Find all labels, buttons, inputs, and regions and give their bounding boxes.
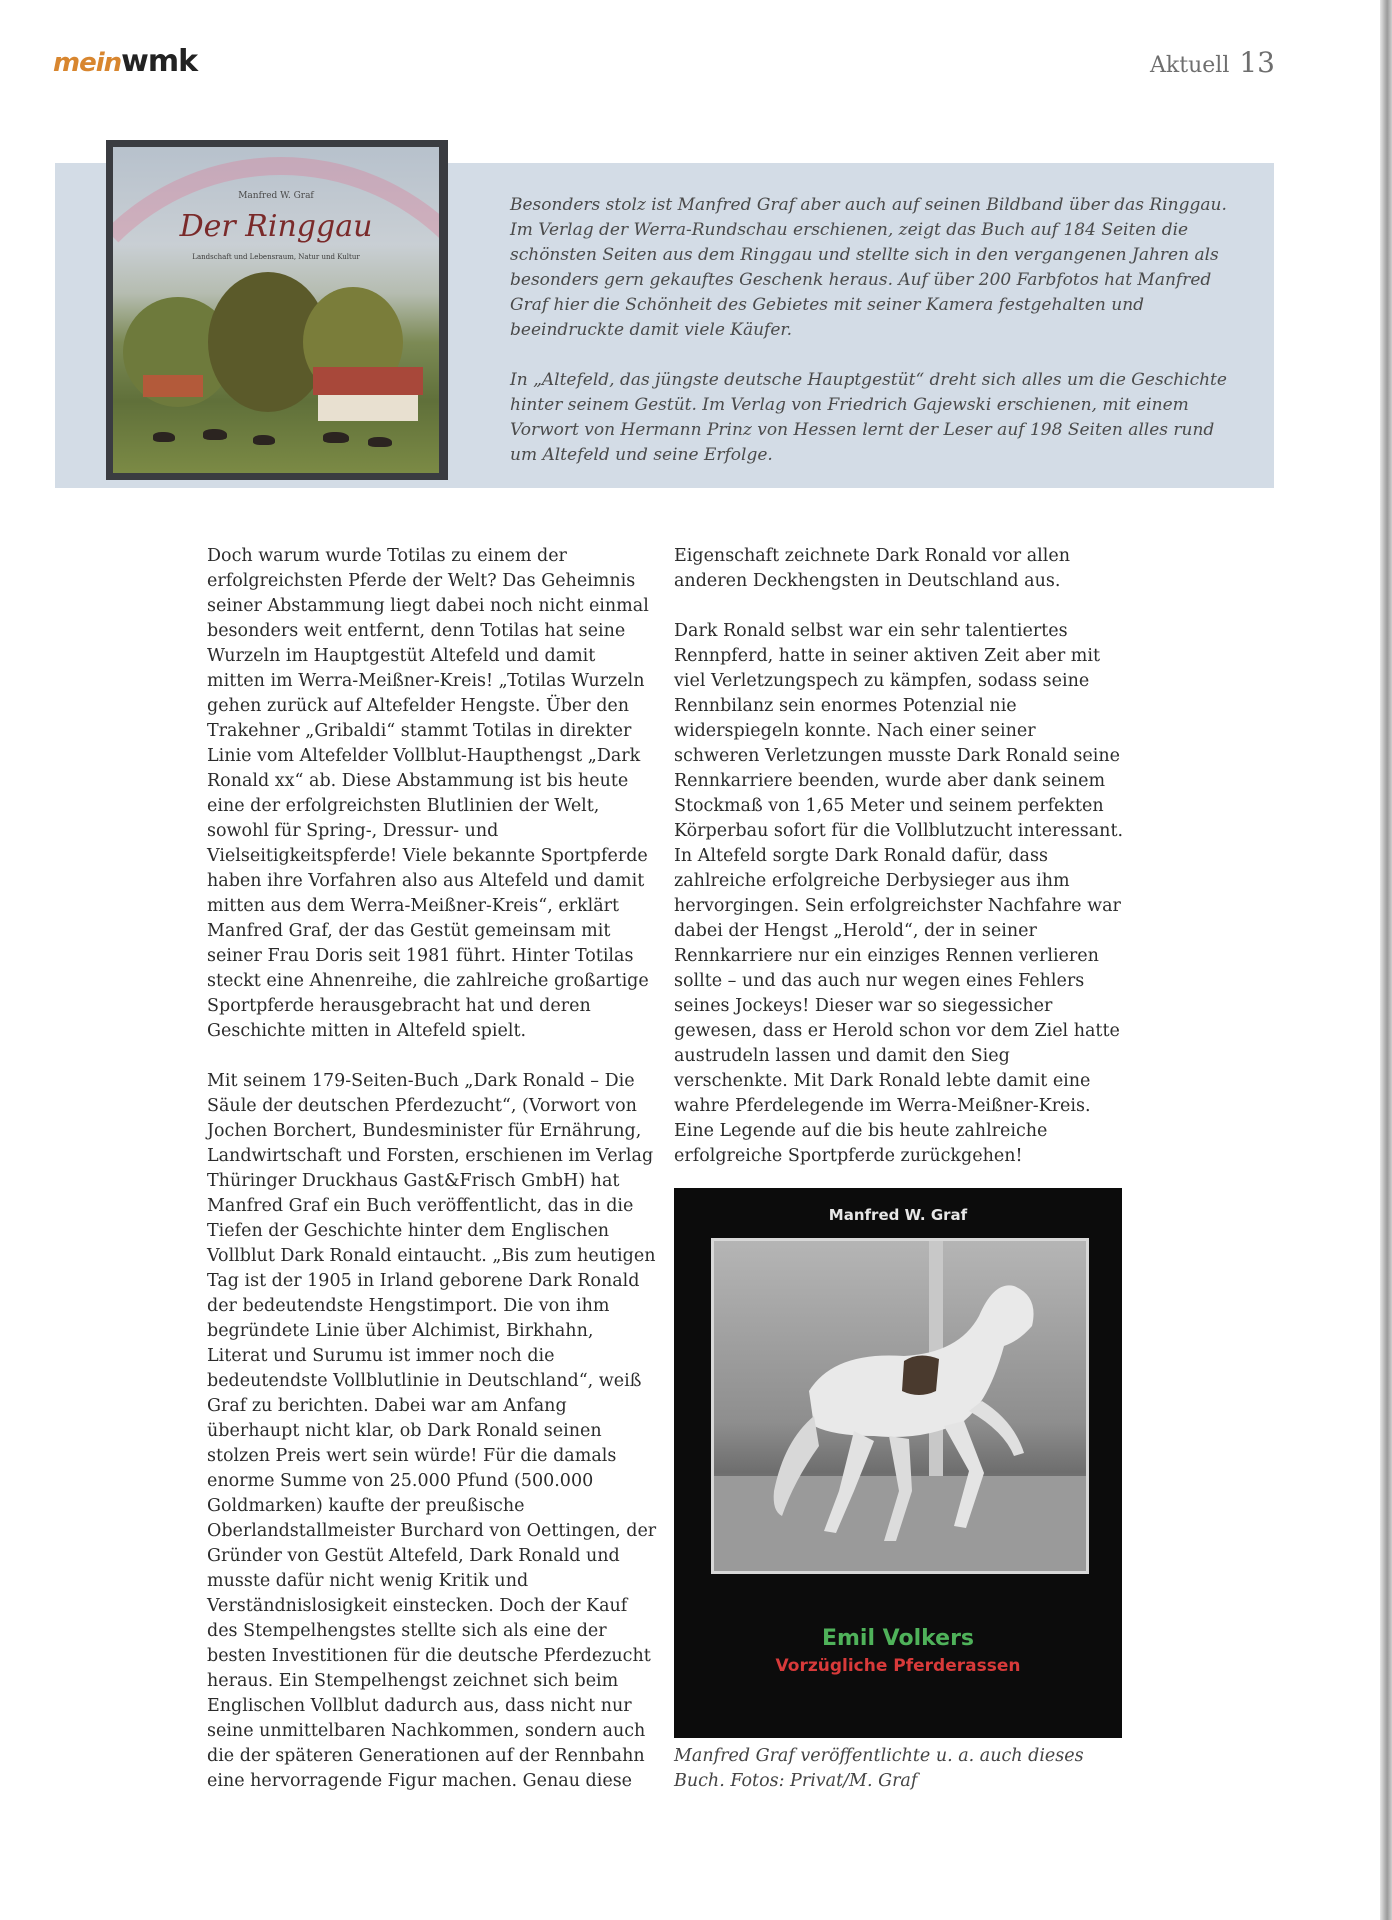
book1-subtitle: Landschaft und Lebensraum, Natur und Kultur xyxy=(192,253,360,261)
page-edge xyxy=(1380,0,1392,1920)
barn-wall xyxy=(318,395,418,421)
info-box-text xyxy=(510,193,1238,493)
article-paragraph: Doch warum wurde Totilas zu einem der erfolgreichsten Pferde der Welt? Das Geheimnis seiner Abstammung liegt dabei noch nicht einmal besonders weit entfernt, denn Totilas hat seine Wurzeln im Hauptgestüt Altefeld und damit mitten im Werra-Meißner-Kreis! „Totilas Wurzeln gehen zurück auf Altefelder Hengste. Über den Trakehner „Gribaldi“ stammt Totilas in direkter Linie vom Altefelder Vollblut-Haupthengst „Dark Ronald xx“ ab. Diese Abstammung ist bis heute eine der erfolgreichsten Blutlinien der Welt, sowohl für Spring-, Dressur- und Vielseitigkeitspferde! Viele bekannte Sportpferde haben ihre Vorfahren also aus Altefeld und damit mitten aus dem Werra-Meißner-Kreis“, erklärt Manfred Graf, der das Gestüt gemeinsam mit seiner Frau Doris seit 1981 führt. Hinter Totilas steckt eine Ahnenreihe, die zahlreiche großartige Sportpferde herausgebracht hat und deren Geschichte mitten in Altefeld spielt. xyxy=(207,546,649,1041)
horse-graphic xyxy=(153,432,175,442)
white-horse-illustration xyxy=(714,1241,1086,1571)
horse-graphic xyxy=(323,432,349,443)
logo-main: wmk xyxy=(121,44,198,79)
article-paragraph: Mit seinem 179-Seiten-Buch „Dark Ronald – Die Säule der deutschen Pferdezucht“, (Vorwort von Jochen Borchert, Bundesminister für Ernährung, Landwirtschaft und Forsten, erschienen im Verlag Thüringer Druckhaus Gast&Frisch GmbH) hat Manfred Graf ein Buch veröffentlicht, das in die Tiefen der Geschichte hinter dem Englischen Vollblut Dark Ronald eintaucht. „Bis zum heutigen Tag ist der 1905 in Irland geborene Dark Ronald der bedeutendste Hengstimport. Die von ihm begründete Linie über Alchimist, Birkhahn, Literat und Surumu ist immer noch die bedeutendste Vollblutlinie in Deutschland“, weiß Graf zu berichten. Dabei war am Anfang überhaupt nicht klar, ob Dark Ronald seinen stolzen Preis wert sein würde! Für die damals enorme Summe von 25.000 Pfund (500.000 Goldmarken) kaufte der preußische Oberlandstallmeister Burchard von Oettingen, der Gründer von Gestüt Altefeld, Dark Ronald und musste dafür nicht wenig Kritik und Verständnislosigkeit einstecken. Doch der Kauf des Stempelhengstes stellte sich als eine der besten Investitionen für die deutsche Pferdezucht heraus. Ein Stempelhengst zeichnet sich beim Englischen Vollblut dadurch aus, dass nicht nur seine unmittelbaren Nachkommen, sondern auch die der späteren Generationen auf der Rennbahn eine hervorragende Figur machen. Genau diese xyxy=(207,1071,657,1791)
horse-graphic xyxy=(368,437,392,447)
horse-graphic xyxy=(203,429,227,440)
photo-caption: Manfred Graf veröffentlichte u. a. auch dieses Buch. Fotos: Privat/M. Graf xyxy=(674,1746,1084,1791)
section-label: Aktuell xyxy=(1150,53,1230,78)
barn-roof xyxy=(143,375,203,397)
book1-title: Der Ringgau xyxy=(179,209,373,244)
info-paragraph: In „Altefeld, das jüngste deutsche Hauptgestüt“ dreht sich alles um die Geschichte hinter seinem Gestüt. Im Verlag von Friedrich Gajewski erschienen, mit einem Vorwort von Hermann Prinz von Hessen lernt der Leser auf 198 Seiten alles rund um Altefeld und seine Erfolge. xyxy=(510,370,1227,465)
horse-painting xyxy=(711,1238,1089,1574)
article-paragraph: Dark Ronald selbst war ein sehr talentiertes Rennpferd, hatte in seiner aktiven Zeit aber mit viel Verletzungspech zu kämpfen, sodass seine Rennbilanz sein enormes Potenzial nie widerspiegeln konnte. Nach einer seiner schweren Verletzungen musste Dark Ronald seine Rennkarriere beenden, wurde aber dank seinem Stockmaß von 1,65 Meter und seinem perfekten Körperbau sofort für die Vollblutzucht interessant. In Altefeld sorgte Dark Ronald dafür, dass zahlreiche erfolgreiche Derbysieger aus ihm hervorgingen. Sein erfolgreichster Nachfahre war dabei der Hengst „Herold“, der in seiner Rennkarriere nur ein einziges Rennen verlieren sollte – und das auch nur wegen eines Fehlers seines Jockeys! Dieser war so siegessicher gewesen, dass er Herold schon vor dem Ziel hatte austrudeln lassen und damit den Sieg verschenkte. Mit Dark Ronald lebte damit eine wahre Pferdelegende im Werra-Meißner-Kreis. Eine Legende auf die bis heute zahlreiche erfolgreiche Sportpferde zurückgehen! xyxy=(674,621,1124,1166)
book2-title: Emil Volkers xyxy=(821,1626,975,1651)
book2-author: Manfred W. Graf xyxy=(828,1206,968,1224)
barn-roof xyxy=(313,367,423,395)
logo-prefix: mein xyxy=(53,48,122,78)
book-cover-volkers xyxy=(674,1188,1122,1738)
book1-author: Manfred W. Graf xyxy=(238,191,314,201)
horse-graphic xyxy=(253,435,275,445)
article-column-right xyxy=(674,544,1124,1194)
brand-logo xyxy=(53,44,197,81)
section-header xyxy=(1150,46,1275,79)
book2-subtitle: Vorzügliche Pferderassen xyxy=(775,1656,1021,1676)
article-column-left xyxy=(207,544,657,1819)
book-cover-ringgau-art xyxy=(113,147,439,473)
book-cover-ringgau xyxy=(106,140,448,480)
article-paragraph: Eigenschaft zeichnete Dark Ronald vor allen anderen Deckhengsten in Deutschland aus. xyxy=(674,546,1070,591)
info-paragraph: Besonders stolz ist Manfred Graf aber auch auf seinen Bildband über das Ringgau. Im Verlag der Werra-Rundschau erschienen, zeigt das Buch auf 184 Seiten die schönsten Seiten aus dem Ringgau und stellte sich in den vergangenen Jahren als besonders gern gekauftes Geschenk heraus. Auf über 200 Farbfotos hat Manfred Graf hier die Schönheit des Gebietes mit seiner Kamera festgehalten und beeindruckte damit viele Käufer. xyxy=(510,195,1227,340)
page-number: 13 xyxy=(1239,46,1275,79)
